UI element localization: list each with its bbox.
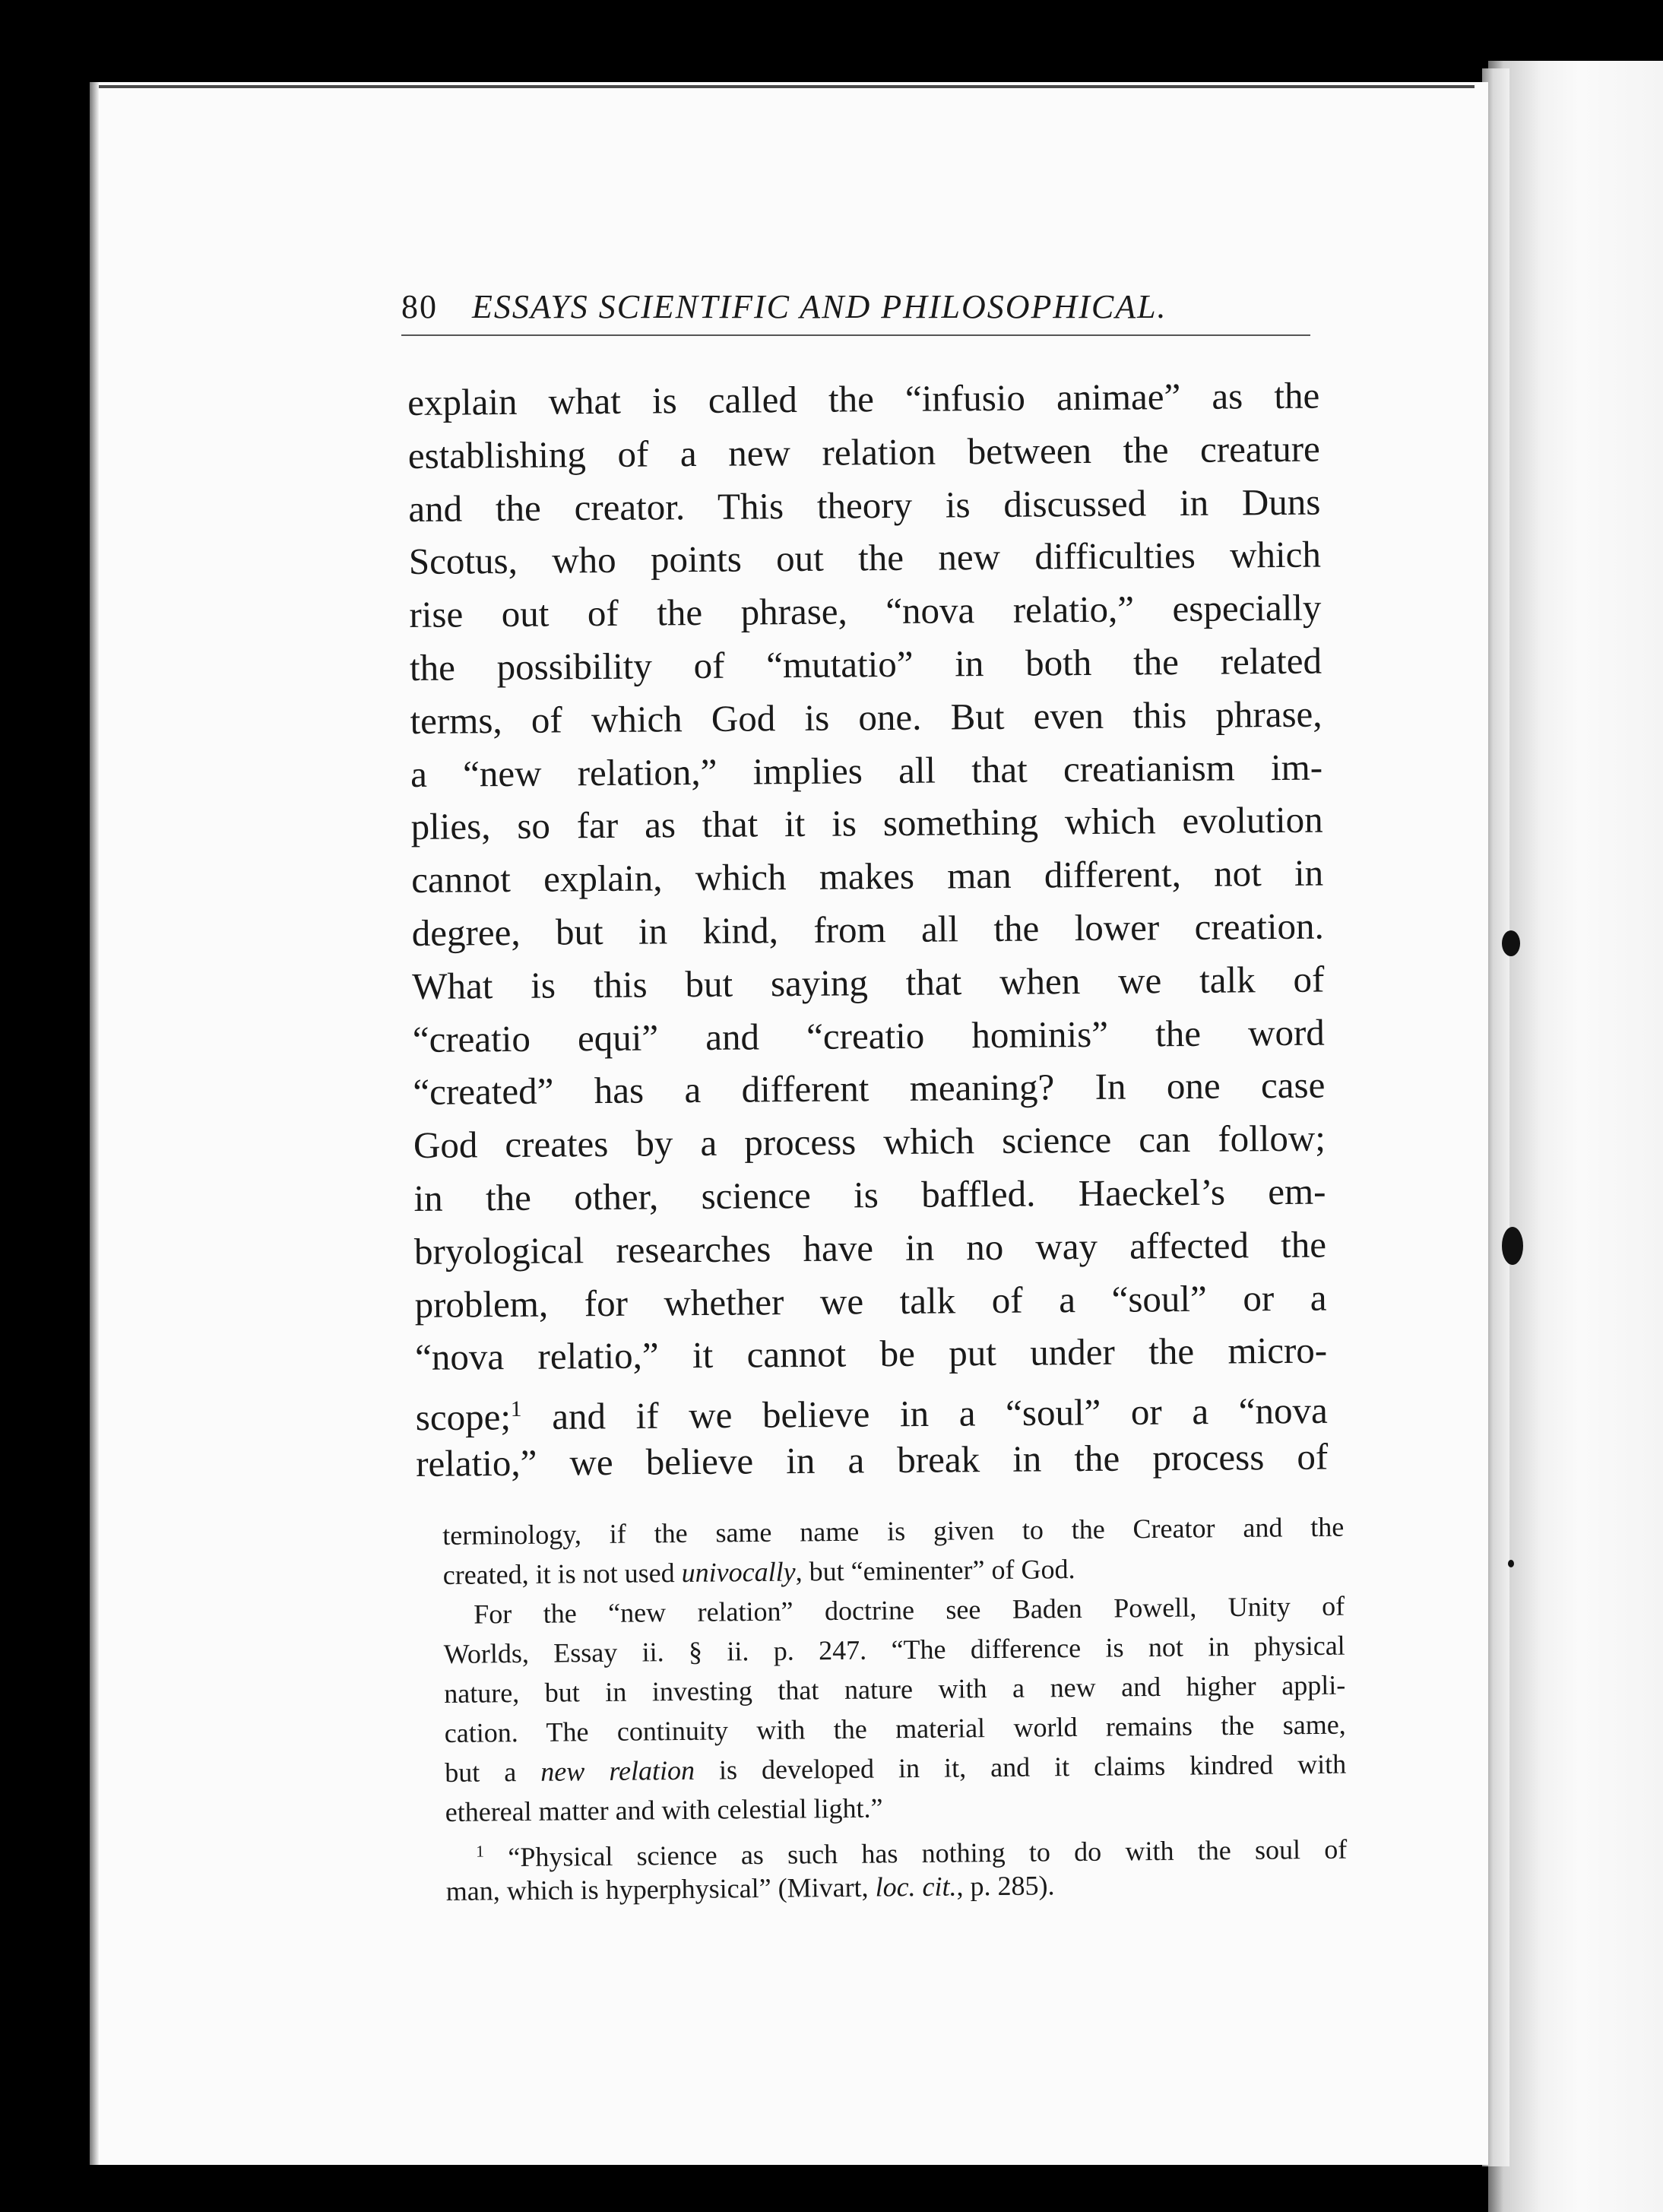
body-line: explain what is called the “infusio animae” as the xyxy=(407,374,1320,423)
body-line: cannot explain, which makes man different, not in xyxy=(410,851,1324,902)
footnote-number: 1 xyxy=(476,1842,485,1861)
footnote-text: “Physical science as such has nothing to do with the soul of xyxy=(508,1833,1348,1873)
page-top-edge xyxy=(99,85,1475,88)
body-line: relatio,” we believe in a break in the process of xyxy=(416,1435,1329,1485)
footnote-line: Worlds, Essay ii. § ii. p. 247. “The difference is not in physical xyxy=(443,1630,1345,1669)
header-rule xyxy=(401,334,1310,336)
footnote-line: For the “new relation” doctrine see Baden Powell, Unity of xyxy=(474,1590,1345,1630)
body-line: degree, but in kind, from all the lower creation. xyxy=(411,905,1324,954)
footnote-text: man, which is hyperphysical” (Mivart, xyxy=(445,1871,876,1906)
body-line: the possibility of “mutatio” in both the related xyxy=(409,639,1322,689)
footnote-line xyxy=(445,1824,1347,1871)
body-line: a “new relation,” implies all that creatianism im- xyxy=(410,746,1323,795)
footnote-text: created, it is not used xyxy=(442,1557,682,1590)
body-line: in the other, science is baffled. Haeckel’s em- xyxy=(413,1170,1326,1219)
body-line: problem, for whether we talk of a “soul” or a xyxy=(414,1276,1327,1326)
footnote-italic: univocally xyxy=(681,1556,796,1588)
running-title: ESSAYS SCIENTIFIC AND PHILOSOPHICAL. xyxy=(472,288,1167,325)
page-number: 80 xyxy=(401,288,438,325)
running-header xyxy=(401,287,1313,333)
footnote-text: , but “eminenter” of God. xyxy=(795,1554,1075,1587)
body-line-with-footnote xyxy=(415,1377,1328,1437)
body-line-start: scope; xyxy=(415,1396,512,1439)
footnote-line: nature, but in investing that nature with a new and higher appli- xyxy=(444,1669,1346,1709)
footnote-line: terminology, if the same name is given to the Creator and the xyxy=(442,1511,1345,1551)
footnote-italic: new relation xyxy=(540,1754,695,1787)
footnote-line: ethereal matter and with celestial light.” xyxy=(445,1792,883,1827)
ink-blot xyxy=(1508,1560,1514,1567)
page-left-shadow xyxy=(90,82,99,2165)
body-text xyxy=(407,369,1328,1491)
body-line: “creatio equi” and “creatio hominis” the word xyxy=(412,1011,1326,1060)
body-line: “created” has a different meaning? In one case xyxy=(413,1063,1326,1114)
body-line: establishing of a new relation between the creature xyxy=(407,427,1320,477)
footnote-line: cation. The continuity with the material world remains the same, xyxy=(444,1709,1346,1748)
ink-blot xyxy=(1502,930,1520,956)
body-line: and the creator. This theory is discussed in Duns xyxy=(408,480,1321,530)
body-line: God creates by a process which science can follow; xyxy=(413,1117,1326,1167)
body-line: terms, of which God is one. But even this phrase, xyxy=(410,692,1322,742)
body-line: Scotus, who points out the new difficulties which xyxy=(408,533,1322,583)
footnote-text: , p. 285). xyxy=(956,1870,1055,1902)
footnotes xyxy=(442,1507,1348,1911)
page-edge-right xyxy=(1488,61,1663,2212)
body-line: plies, so far as that it is something which evolution xyxy=(410,798,1323,848)
body-line: bryological researches have in no way affected the xyxy=(413,1223,1327,1272)
ink-blot xyxy=(1502,1227,1523,1265)
footnote-text: but a xyxy=(445,1756,541,1788)
footnote-italic: loc. cit. xyxy=(875,1871,957,1903)
body-line-rest: and if we believe in a “soul” or a “nova xyxy=(552,1390,1328,1438)
footnote-text: is developed in it, and it claims kindred with xyxy=(694,1748,1347,1786)
body-line: What is this but saying that when we talk of xyxy=(412,958,1325,1007)
body-line: “nova relatio,” it cannot be put under the micro- xyxy=(414,1329,1328,1379)
body-line: rise out of the phrase, “nova relatio,” especially xyxy=(409,586,1322,636)
footnote-marker: 1 xyxy=(510,1397,522,1422)
